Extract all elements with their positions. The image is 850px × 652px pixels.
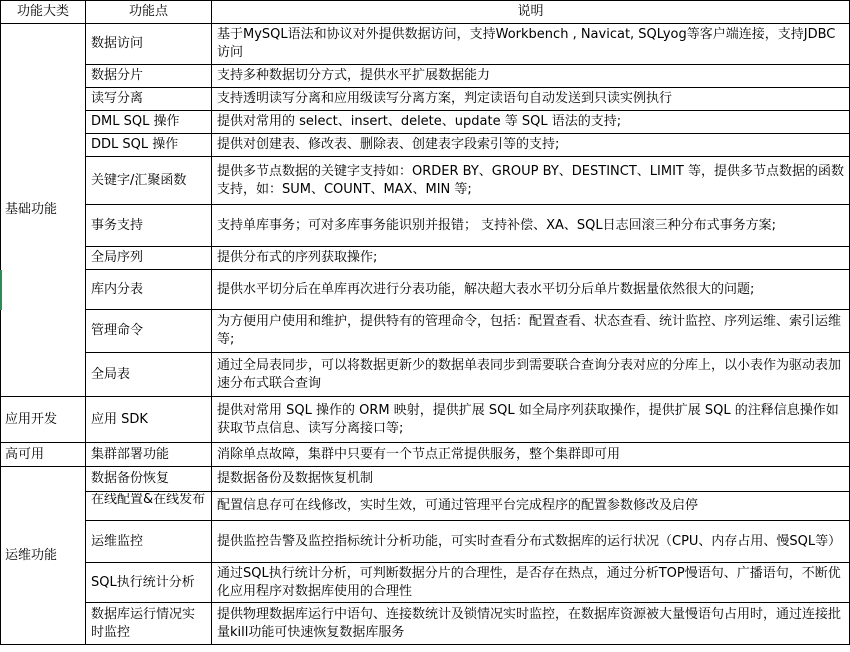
table-row (1, 492, 850, 521)
description-cell[interactable]: 提供对常用的 select、insert、delete、update 等 SQL 语法的支持; (212, 111, 850, 134)
feature-cell[interactable]: 数据库运行情况实时监控 (86, 603, 212, 645)
table-row (1, 310, 850, 353)
table-row (1, 563, 850, 603)
table-row (1, 134, 850, 157)
header-category[interactable]: 功能大类 (1, 1, 86, 24)
table-row (1, 467, 850, 492)
category-cell[interactable]: 高可用 (1, 443, 86, 467)
description-cell[interactable]: 提供多节点数据的关键字支持如：ORDER BY、GROUP BY、DESTINCT、LIMIT 等，提供多节点数据的函数支持，如：SUM、COUNT、MAX、MIN 等; (212, 157, 850, 205)
table-row (1, 24, 850, 65)
category-cell[interactable]: 基础功能 (1, 24, 86, 397)
description-cell[interactable]: 提供对创建表、修改表、删除表、创建表字段索引等的支持; (212, 134, 850, 157)
description-cell[interactable]: 支持单库事务；可对多库事务能识别并报错； 支持补偿、XA、SQL日志回滚三种分布式事务方案; (212, 205, 850, 247)
description-cell[interactable]: 为方便用户使用和维护，提供特有的管理命令，包括：配置查看、状态查看、统计监控、序列运维、索引运维等; (212, 310, 850, 353)
header-row (1, 1, 850, 24)
table-row (1, 270, 850, 310)
table-row (1, 88, 850, 111)
table-row (1, 65, 850, 88)
feature-cell[interactable]: 事务支持 (86, 205, 212, 247)
table-row (1, 603, 850, 645)
feature-cell[interactable]: DML SQL 操作 (86, 111, 212, 134)
description-cell[interactable]: 支持透明读写分离和应用级读写分离方案，判定读语句自动发送到只读实例执行 (212, 88, 850, 111)
feature-cell[interactable]: 应用 SDK (86, 397, 212, 443)
table-row (1, 157, 850, 205)
description-cell[interactable]: 支持多种数据切分方式，提供水平扩展数据能力 (212, 65, 850, 88)
feature-cell[interactable]: 全局表 (86, 353, 212, 397)
table-row (1, 247, 850, 270)
feature-cell[interactable]: 数据备份恢复 (86, 467, 212, 492)
description-cell[interactable]: 提供监控告警及监控指标统计分析功能，可实时查看分布式数据库的运行状况（CPU、内存占用、慢SQL等） (212, 521, 850, 563)
description-cell[interactable]: 配置信息存可在线修改，实时生效，可通过管理平台完成程序的配置参数修改及启停 (212, 492, 850, 521)
feature-cell[interactable]: 数据分片 (86, 65, 212, 88)
description-cell[interactable]: 通过SQL执行统计分析，可判断数据分片的合理性，是否存在热点，通过分析TOP慢语句、广播语句，不断优化应用程序对数据库使用的合理性 (212, 563, 850, 603)
feature-cell[interactable]: 库内分表 (86, 270, 212, 310)
description-cell[interactable]: 提供物理数据库运行中语句、连接数统计及锁情况实时监控，在数据库资源被大量慢语句占用时，通过连接批量kill功能可快速恢复数据库服务 (212, 603, 850, 645)
description-cell[interactable]: 提供分布式的序列获取操作; (212, 247, 850, 270)
table-row (1, 111, 850, 134)
table-row (1, 397, 850, 443)
category-cell[interactable]: 运维功能 (1, 467, 86, 645)
feature-cell[interactable]: 管理命令 (86, 310, 212, 353)
header-feature[interactable]: 功能点 (86, 1, 212, 24)
feature-cell[interactable]: 数据访问 (86, 24, 212, 65)
table-row (1, 205, 850, 247)
description-cell[interactable]: 基于MySQL语法和协议对外提供数据访问，支持Workbench , Navicat, SQLyog等客户端连接，支持JDBC访问 (212, 24, 850, 65)
table-row (1, 521, 850, 563)
row-selection-marker (0, 270, 2, 310)
feature-cell[interactable]: 读写分离 (86, 88, 212, 111)
feature-cell[interactable]: 运维监控 (86, 521, 212, 563)
feature-cell[interactable]: 关键字/汇聚函数 (86, 157, 212, 205)
table-row (1, 443, 850, 467)
table-row (1, 353, 850, 397)
feature-cell[interactable]: 全局序列 (86, 247, 212, 270)
description-cell[interactable]: 提供水平切分后在单库再次进行分表功能，解决超大表水平切分后单片数据量依然很大的问题; (212, 270, 850, 310)
description-cell[interactable]: 提供对常用 SQL 操作的 ORM 映射，提供扩展 SQL 如全局序列获取操作，提供扩展 SQL 的注释信息操作如获取节点信息、读写分离接口等; (212, 397, 850, 443)
feature-cell[interactable]: 集群部署功能 (86, 443, 212, 467)
feature-text: 在线配置&在线发布 (91, 492, 206, 507)
header-description[interactable]: 说明 (212, 1, 850, 24)
feature-cell[interactable]: DDL SQL 操作 (86, 134, 212, 157)
feature-cell[interactable] (86, 492, 212, 521)
description-cell[interactable]: 提数据备份及数据恢复机制 (212, 467, 850, 492)
category-cell[interactable]: 应用开发 (1, 397, 86, 443)
description-cell[interactable]: 消除单点故障，集群中只要有一个节点正常提供服务，整个集群即可用 (212, 443, 850, 467)
feature-cell[interactable]: SQL执行统计分析 (86, 563, 212, 603)
description-cell[interactable]: 通过全局表同步，可以将数据更新少的数据单表同步到需要联合查询分表对应的分库上，以小表作为驱动表加速分布式联合查询 (212, 353, 850, 397)
